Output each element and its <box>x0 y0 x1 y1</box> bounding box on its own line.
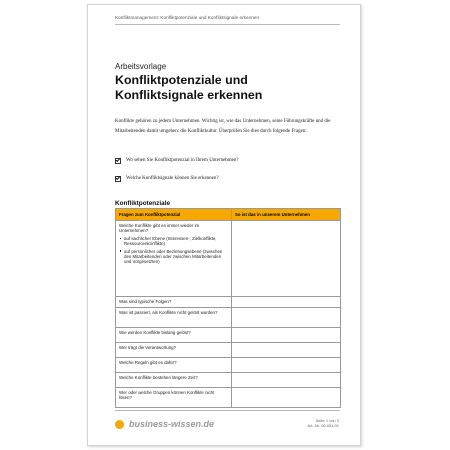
table-header-row <box>116 209 341 221</box>
table-row <box>116 343 341 358</box>
table-cell-answer[interactable] <box>232 328 341 343</box>
logo-text: business-wissen.de <box>129 419 215 429</box>
checkbox-icon <box>115 176 121 182</box>
document-title <box>115 73 345 103</box>
table-row <box>116 221 341 297</box>
table-row <box>116 388 341 408</box>
table-header-questions: Fragen zum Konfliktpotenzial <box>116 209 232 221</box>
footer-divider <box>115 410 340 411</box>
brand-logo <box>115 419 214 429</box>
article-number: Art.-Nr. 06.031.01 <box>307 423 339 429</box>
table-cell-question: Wer oder welche Gruppen können Konflikte nicht lösen? <box>116 388 232 408</box>
table-cell-question: Welche Regeln gibt es dafür? <box>116 358 232 373</box>
checkbox-icon <box>115 158 121 164</box>
question-item <box>115 174 341 183</box>
table-cell-answer[interactable] <box>232 297 341 308</box>
table-cell-answer[interactable] <box>232 358 341 373</box>
table-cell-answer[interactable] <box>232 373 341 388</box>
page-meta <box>307 418 339 429</box>
title-line-2: Konfliktsignale erkennen <box>115 88 263 102</box>
bullet-list <box>119 236 228 265</box>
page-number: Seite 1 von 3 <box>315 418 339 423</box>
table-row <box>116 373 341 388</box>
document-page <box>87 4 361 446</box>
table-header-answers: So ist das in unserem Unternehmen <box>232 209 341 221</box>
bullet-item: auf sachlicher Ebene (Interessen-, Zielkonflikte, Ressourcenkonflikte) <box>119 236 228 247</box>
section-title: Konfliktpotenziale <box>115 200 171 207</box>
table-cell-answer[interactable] <box>232 221 341 297</box>
table-cell-question: Welche Konflikte bestehen längere Zeit? <box>116 373 232 388</box>
question-text: Wo sehen Sie Konfliktpotenzial in Ihrem Unternehmen? <box>126 158 239 163</box>
question-text: Welche Konfliktsignale können Sie erkennen? <box>126 176 219 181</box>
question-item <box>115 156 341 165</box>
table-cell-question <box>116 221 232 297</box>
orange-dot-icon <box>115 420 124 429</box>
table-cell-question: Was sind typische Folgen? <box>116 297 232 308</box>
table-cell-answer[interactable] <box>232 388 341 408</box>
table-row <box>116 297 341 308</box>
question-list <box>115 156 341 183</box>
table-row <box>116 308 341 328</box>
table-row <box>116 328 341 343</box>
row-question-text: Welche Konflikte gibt es immer wieder im Unternehmen? <box>119 223 200 234</box>
table-row <box>116 358 341 373</box>
conflict-table <box>115 208 341 408</box>
table-cell-question: Wer trägt die Verantwortung? <box>116 343 232 358</box>
document-kicker: Arbeitsvorlage <box>115 62 167 71</box>
table-cell-question: Wie werden Konflikte bislang gelöst? <box>116 328 232 343</box>
intro-paragraph: Konflikte gehören zu jedem Unternehmen. Wichtig ist, wie das Unternehmen, seine Führungskräfte und die Mitarbeitenden damit umgehen: die Konfliktkultur. Überprüfen Sie dies durch folgende Fragen: <box>115 119 331 134</box>
title-line-1: Konfliktpotenziale und <box>115 73 248 87</box>
running-header: Konfliktmanagement: Konfliktpotenziale und Konfliktsignale erkennen <box>115 15 340 25</box>
table-cell-answer[interactable] <box>232 308 341 328</box>
bullet-item: auf persönlicher oder Beziehungsebene (zwischen den Mitarbeitenden oder zwischen Mitarbeitenden und Vorgesetzten) <box>119 249 228 265</box>
table-cell-question: Was ist passiert, als Konflikte nicht gelöst wurden? <box>116 308 232 328</box>
table-cell-answer[interactable] <box>232 343 341 358</box>
